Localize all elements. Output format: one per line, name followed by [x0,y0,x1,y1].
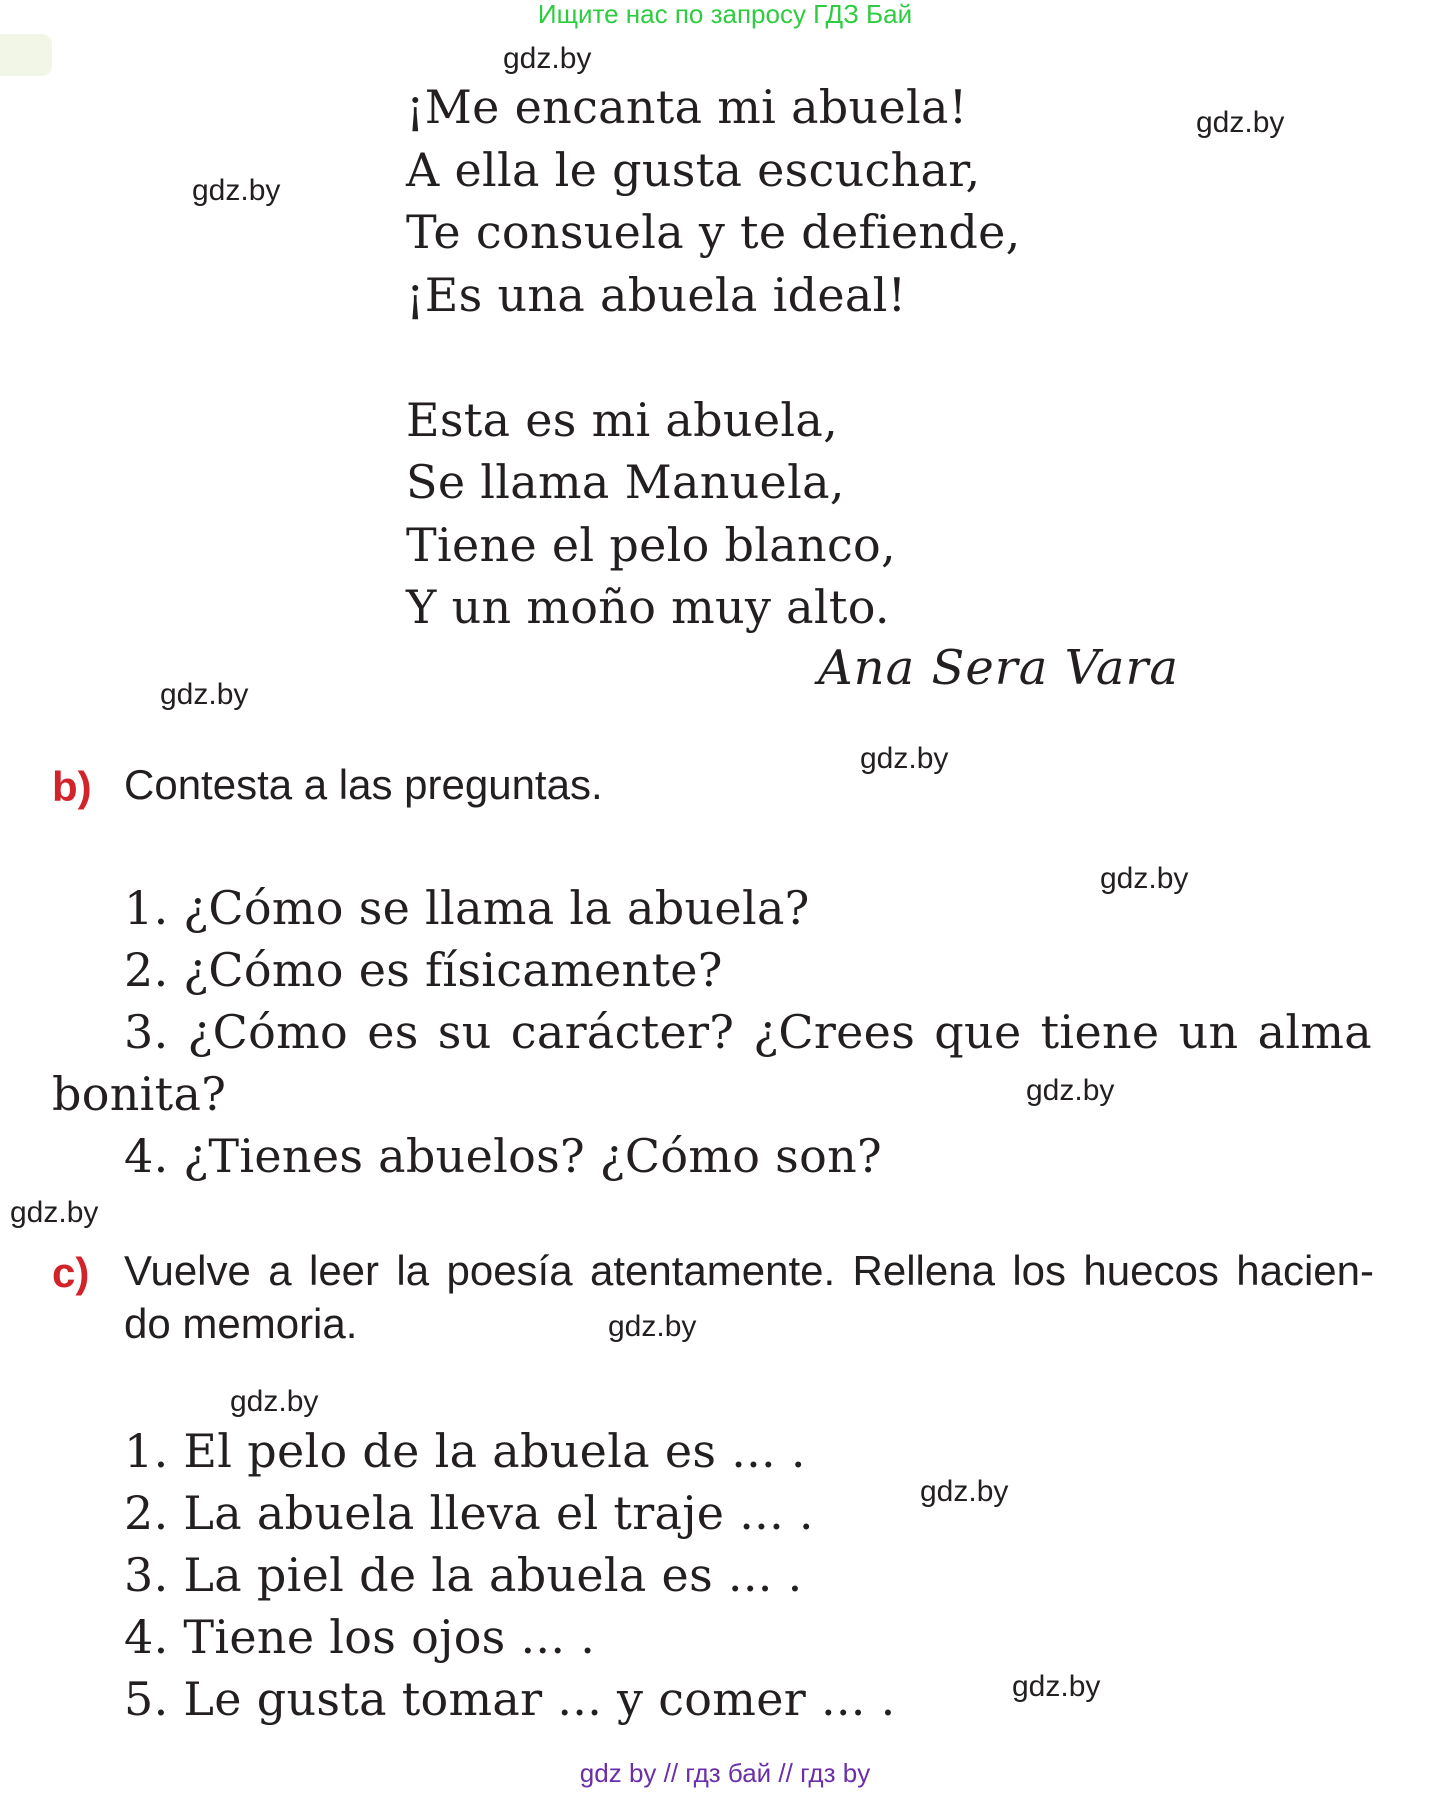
question-item: 4. ¿Tienes abuelos? ¿Cómo son? [124,1129,882,1183]
poem-line: Tiene el pelo blanco, [406,517,896,572]
question-item-continuation: bonita? [52,1067,227,1121]
poem-line: Esta es mi abuela, [406,392,839,447]
corner-tab [0,34,52,76]
watermark: gdz.by [1196,106,1285,139]
poem-stanza-2 [406,389,1021,639]
poem-line: ¡Me encanta mi abuela! [406,80,968,134]
footer-links[interactable]: gdz by // гдз бай // гдз by [579,1758,871,1788]
fill-in-item: 1. El pelo de la abuela es ... . [124,1424,806,1478]
task-b-marker: b) [52,763,92,810]
question-item: 3. ¿Cómo es su carácter? ¿Crees que tiene un alma [124,1005,1372,1059]
fill-in-item: 5. Le gusta tomar ... y comer ... . [124,1672,896,1726]
watermark: gdz.by [192,174,281,207]
poem-line: A ella le gusta escuchar, [406,142,981,197]
watermark: gdz.by [503,42,592,75]
top-banner: Ищите нас по запросу ГДЗ Бай [537,0,913,29]
task-b-instruction: Contesta a las preguntas. [124,761,603,808]
fill-in-item: 2. La abuela lleva el traje ... . [124,1486,814,1540]
poem-line: ¡Es una abuela ideal! [406,267,907,322]
poem-stanza-1 [406,76,1021,326]
poem-line: Y un moño muy alto. [406,580,890,634]
watermark: gdz.by [920,1475,1009,1508]
watermark: gdz.by [608,1310,697,1343]
task-c-instruction: Vuelve a leer la poesía atentamente. Rellena los huecos hacien- [124,1247,1374,1294]
task-c-instruction: do memoria. [124,1300,358,1347]
watermark: gdz.by [10,1196,99,1229]
watermark: gdz.by [230,1385,319,1418]
question-item: 2. ¿Cómo es físicamente? [124,943,723,997]
poem-line: Te consuela y te defiende, [406,205,1021,259]
poem [406,76,1021,639]
watermark: gdz.by [860,742,949,775]
fill-in-item: 3. La piel de la abuela es ... . [124,1548,803,1602]
watermark: gdz.by [1012,1670,1101,1703]
watermark: gdz.by [1100,862,1189,895]
poem-line: Se llama Manuela, [406,455,845,509]
task-c-marker: c) [52,1249,90,1296]
watermark: gdz.by [160,678,249,711]
fill-in-item: 4. Tiene los ojos ... . [124,1610,596,1664]
watermark: gdz.by [1026,1074,1115,1107]
poem-author: Ana Sera Vara [818,640,1179,696]
question-item: 1. ¿Cómo se llama la abuela? [124,881,810,935]
